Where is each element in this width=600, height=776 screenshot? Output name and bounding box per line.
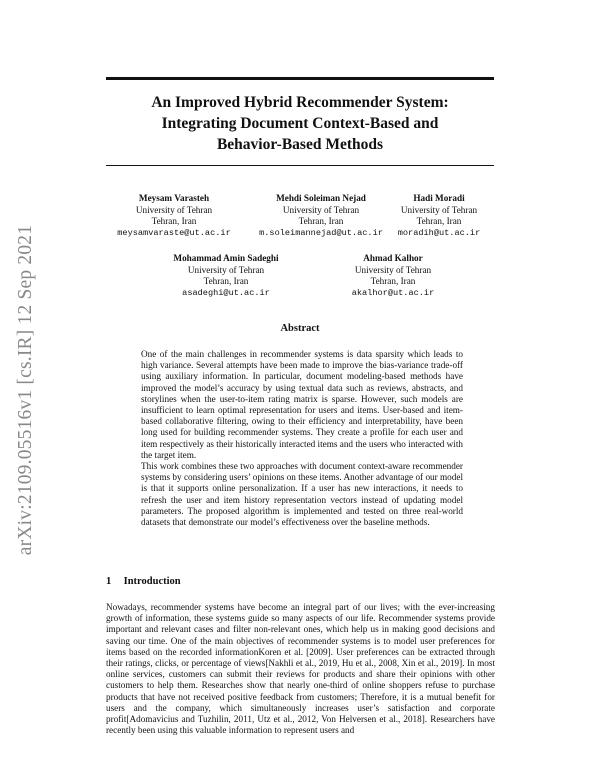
author-name: Mohammad Amin Sadeghi <box>173 253 279 263</box>
author-email: meysamvaraste@ut.ac.ir <box>117 227 231 238</box>
abstract-heading: Abstract <box>280 323 320 334</box>
abstract-paragraph: This work combines these two approaches with document context-aware recommender systems by considering users’ opinions on these items. Another advantage of our model is that it supports online personalization. If a user has new interactions, it needs to refresh the user and item history representation vectors instead of updating model parameters. The proposed algorithm is implemented and tested on three real-world datasets that demonstrate our model’s effectiveness over the baseline methods. <box>141 461 463 528</box>
section-title: Introduction <box>123 576 181 587</box>
author-location: Tehran, Iran <box>416 216 462 226</box>
author-name: Ahmad Kalhor <box>363 253 423 263</box>
author-affiliation: University of Tehran <box>187 264 265 275</box>
title-top-rule <box>106 77 494 80</box>
author-affiliation: University of Tehran <box>400 204 478 215</box>
title-bottom-rule <box>106 165 494 166</box>
author-email: m.soleimannejad@ut.ac.ir <box>259 227 383 238</box>
author-name: Meysam Varasteh <box>138 193 210 203</box>
author-block <box>116 193 232 239</box>
abstract-paragraph: One of the main challenges in recommender systems is data sparsity which leads to high variance. Several attempts have been made to improve the bias-variance trade-off using auxiliary information. In particular, document modeling-based methods have improved the model’s accuracy by using textual data such as reviews, abstracts, and storylines when the user-to-item rating matrix is sparse. However, such models are insufficient to learn optimal representation for users and items. User-based and item-based collaborative filtering, owing to their efficiency and interpretability, have been long used for building recommender systems. They create a profile for each user and item respectively as their historically interacted items and the users who interacted with the target item. <box>141 349 463 460</box>
author-name: Mehdi Soleiman Nejad <box>276 193 366 203</box>
author-affiliation: University of Tehran <box>354 264 432 275</box>
author-name: Hadi Moradi <box>413 193 465 203</box>
abstract-body <box>141 349 463 528</box>
arxiv-stamp <box>8 200 44 580</box>
author-location: Tehran, Iran <box>151 216 197 226</box>
author-block <box>158 253 294 299</box>
author-affiliation: University of Tehran <box>135 204 213 215</box>
author-email: asadeghi@ut.ac.ir <box>182 287 270 298</box>
author-block <box>381 193 497 239</box>
title-line: An Improved Hybrid Recommender System: <box>151 94 449 111</box>
author-location: Tehran, Iran <box>370 276 416 286</box>
author-email: moradih@ut.ac.ir <box>397 227 481 238</box>
author-location: Tehran, Iran <box>298 216 344 226</box>
section-paragraph: Nowadays, recommender systems have become an integral part of our lives; with the ever-increasing growth of information, these systems guide so many aspects of our life. Recommender systems provide important and relevant cases and filter non-relevant ones, which help us in making good decisions and saving our time. One of the main objectives of recommender systems is to model user preferences for items based on the recorded informationKoren et al. [2009]. User preferences can be extracted through their ratings, clicks, or percentage of views[Nakhli et al., 2019, Hu et al., 2008, Xin et al., 2019]. In most online services, customers can submit their reviews for products and share their opinions with other customers to help them. Researches show that nearly one-third of online shoppers refuse to purchase products that have not received positive feedback from customers; Therefore, it is a mutual benefit for users and the company, which simultaneously increases user’s satisfaction and corporate profit[Adomavicius and Tuzhilin, 2011, Utz et al., 2012, Von Helversen et al., 2018]. Researchers have recently been using this valuable information to represent users and <box>106 602 495 736</box>
author-email: akalhor@ut.ac.ir <box>351 287 435 298</box>
section-heading <box>106 576 181 587</box>
section-number: 1 <box>106 576 112 587</box>
section-body <box>106 602 495 736</box>
author-block <box>242 193 400 239</box>
title-line: Integrating Document Context-Based and <box>161 115 439 132</box>
paper-title <box>106 92 494 155</box>
author-block <box>335 253 451 299</box>
author-affiliation: University of Tehran <box>282 204 360 215</box>
arxiv-stamp-text: arXiv:2109.05516v1 [cs.IR] 12 Sep 2021 <box>15 224 36 556</box>
author-location: Tehran, Iran <box>203 276 249 286</box>
title-line: Behavior-Based Methods <box>216 136 384 153</box>
